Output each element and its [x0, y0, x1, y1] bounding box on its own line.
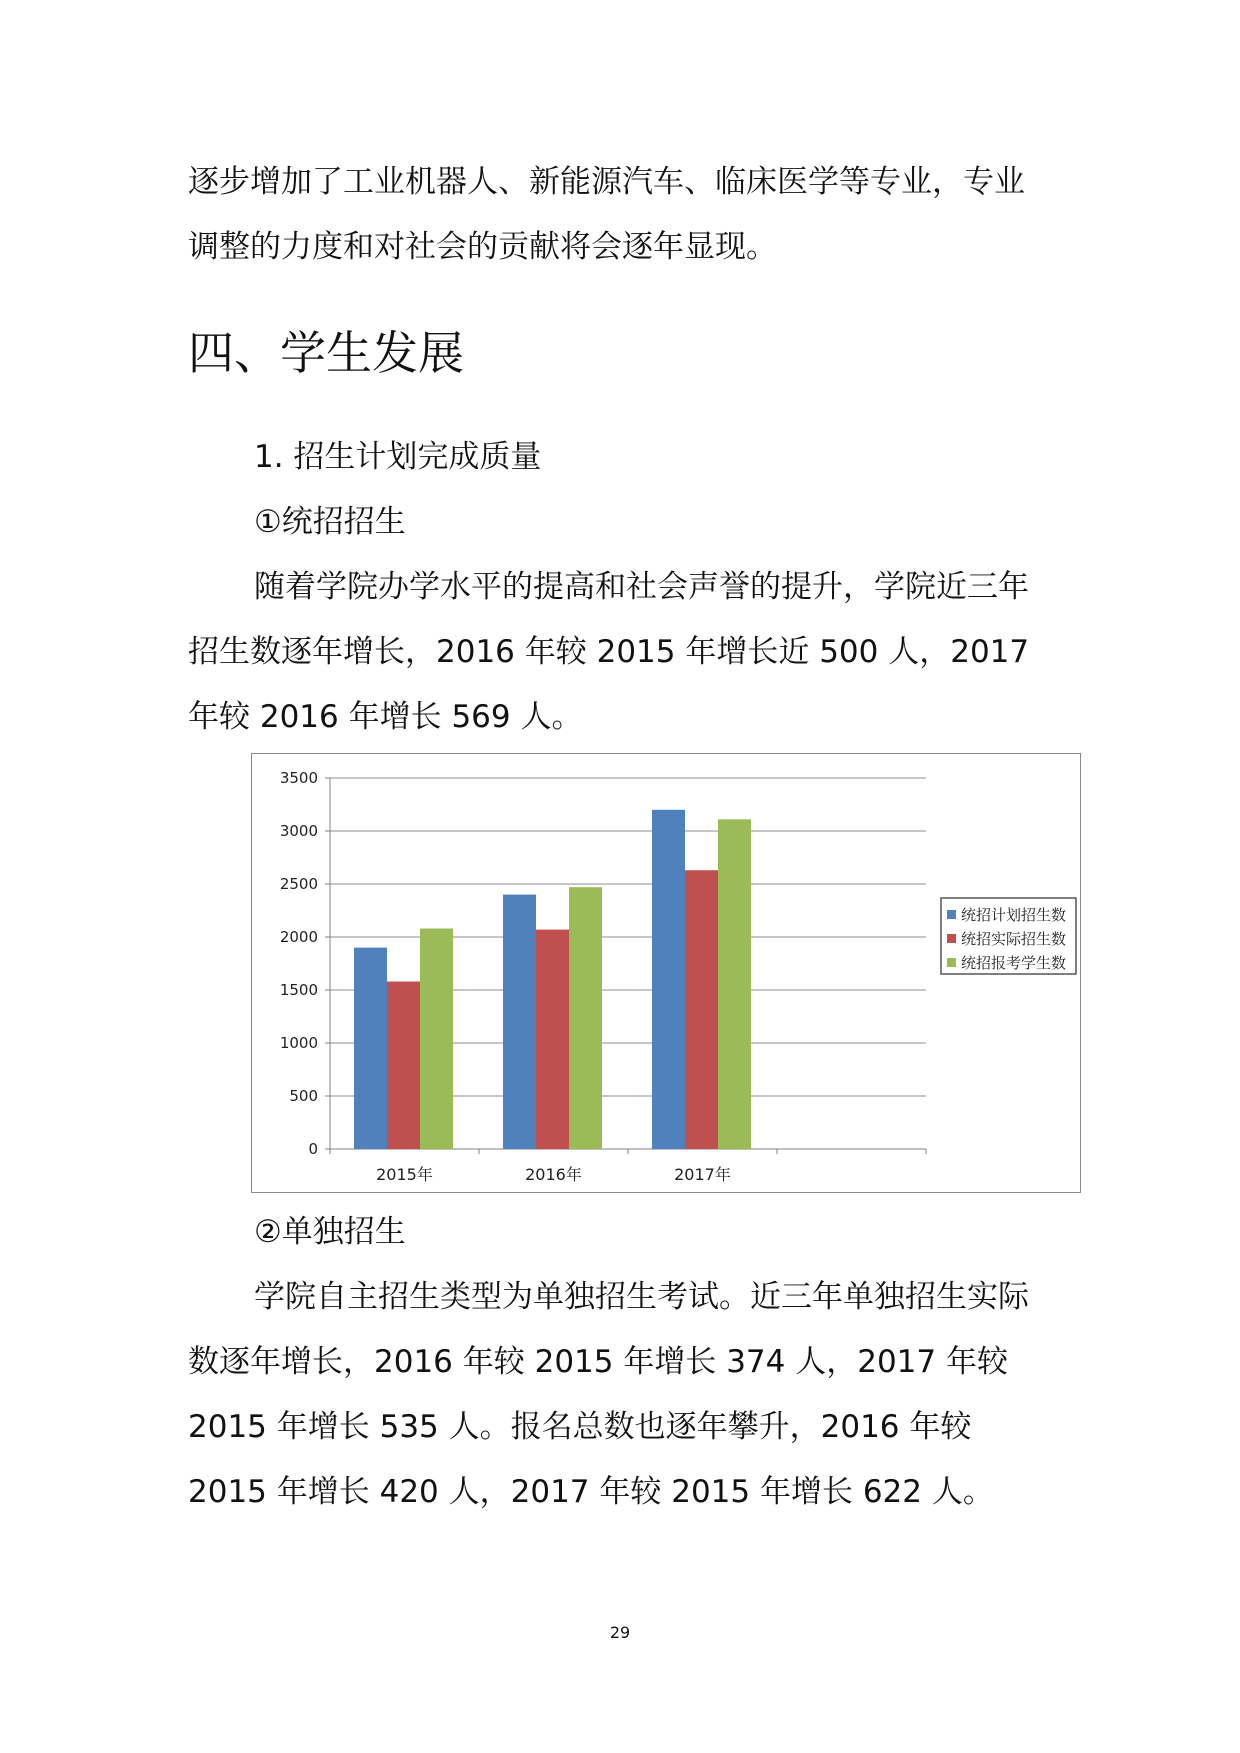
legend-label: 统招计划招生数 [961, 906, 1067, 924]
legend-label: 统招报考学生数 [961, 954, 1067, 972]
item-1-title: ①统招招生 [254, 504, 406, 540]
y-tick-label: 1500 [279, 981, 318, 999]
bar-2016年-统招报考学生数 [569, 887, 602, 1149]
y-tick-label: 2000 [279, 928, 318, 946]
bar-2016年-统招实际招生数 [536, 930, 569, 1149]
bar-2015年-统招实际招生数 [387, 982, 420, 1149]
bar-2015年-统招报考学生数 [420, 929, 453, 1149]
bar-2015年-统招计划招生数 [354, 948, 387, 1149]
item-2-title: ②单独招生 [254, 1214, 406, 1250]
bar-2017年-统招计划招生数 [652, 810, 685, 1149]
legend-swatch [947, 958, 956, 967]
x-tick-label: 2017年 [674, 1165, 731, 1184]
x-tick-label: 2016年 [525, 1165, 582, 1184]
bar-2017年-统招报考学生数 [718, 819, 751, 1149]
legend-swatch [947, 934, 956, 943]
bar-2016年-统招计划招生数 [503, 895, 536, 1149]
bar-2017年-统招实际招生数 [685, 870, 718, 1149]
y-tick-label: 0 [308, 1140, 318, 1158]
intro-paragraph: 逐步增加了工业机器人、新能源汽车、临床医学等专业，专业调整的力度和对社会的贡献将会逐年显现。 [188, 164, 1025, 265]
item-1-paragraph: 随着学院办学水平的提高和社会声誉的提升，学院近三年招生数逐年增长，2016 年较 2015 年增长近 500 人，2017 年较 2016 年增长 569 人。 [188, 569, 1030, 735]
x-tick-label: 2015年 [376, 1165, 433, 1184]
y-tick-label: 500 [289, 1087, 318, 1105]
y-tick-label: 3500 [279, 769, 318, 787]
legend-swatch [947, 910, 956, 919]
section-heading: 四、学生发展 [188, 326, 464, 380]
y-tick-label: 1000 [279, 1034, 318, 1052]
subsection-title: 1. 招生计划完成质量 [254, 439, 542, 475]
y-tick-label: 2500 [279, 875, 318, 893]
enrollment-bar-chart [251, 753, 1081, 1193]
page-number: 29 [609, 1623, 631, 1642]
legend-label: 统招实际招生数 [961, 930, 1067, 948]
y-tick-label: 3000 [279, 822, 318, 840]
item-2-paragraph: 学院自主招生类型为单独招生考试。近三年单独招生实际数逐年增长，2016 年较 2015 年增长 374 人，2017 年较 2015 年增长 535 人。报名总数也逐年攀升，2016 年较 2015 年增长 420 人，2017 年较 2015 年增长 622 人。 [188, 1279, 1029, 1510]
